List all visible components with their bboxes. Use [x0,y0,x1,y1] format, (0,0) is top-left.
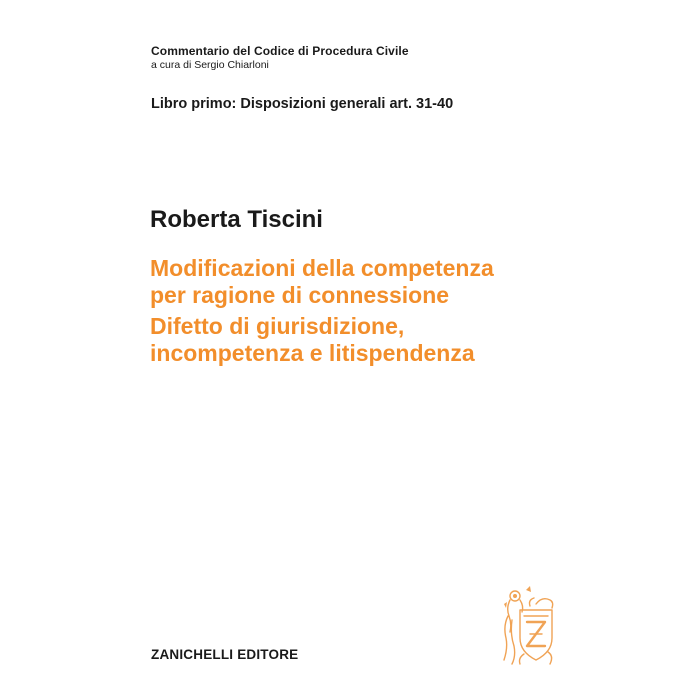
volume-title: Libro primo: Disposizioni generali art. 31-40 [151,96,454,112]
publisher-name: ZANICHELLI EDITORE [151,647,299,662]
title-line: incompetenza e litispendenza [150,340,475,366]
series-editor: a cura di Sergio Chiarloni [151,59,269,71]
title-line: per ragione di connessione [150,282,450,308]
title-block-2 [150,313,494,367]
publisher-emblem-icon [500,586,558,666]
title-line: Difetto di giurisdizione, [150,313,405,339]
book-titles [150,255,494,367]
title-block-1 [150,255,494,309]
series-title: Commentario del Codice di Procedura Civile [151,44,409,58]
author-name: Roberta Tiscini [150,206,323,233]
title-line: Modificazioni della competenza [150,255,494,281]
